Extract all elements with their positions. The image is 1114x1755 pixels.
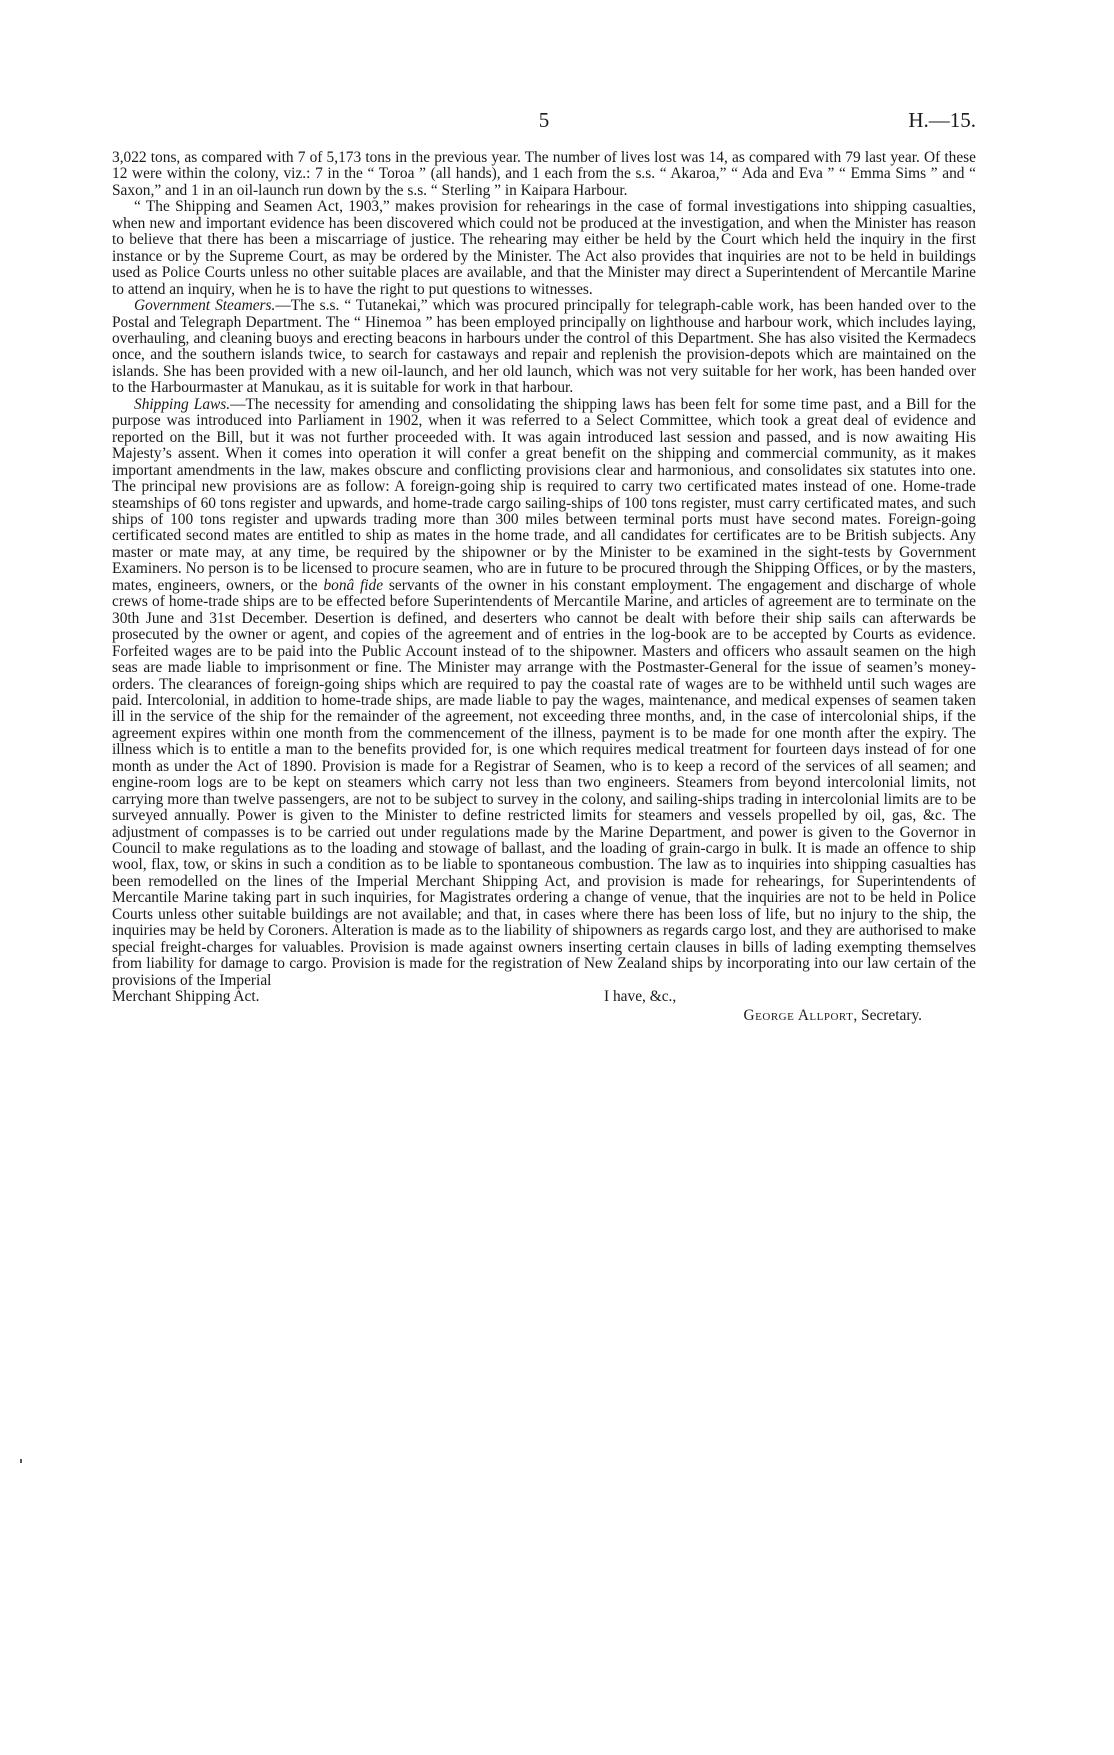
shipping-laws-text-b: servants of the owner in his constant employment. The engagement and discharge of whole crews of home-trade ships are to be effected before Superintendents of Mercantile Marine, and articles of agreement are to terminate on the 30th June and 31st December. Desertion is defined, and deserters who cannot be dealt with before their ship sails can afterwards be prosecuted by the owner or agent, and copies of the agreement and of entries in the log-book are to be accepted by Courts as evidence. Forfeited wages are to be paid into the Public Account instead of to the shipowner. Masters and officers who assault seamen on the high seas are made liable to imprisonment or fine. The Minister may arrange with the Postmaster-General for the issue of seamen’s money-orders. The clearances of foreign-going ships which are required to pay the coastal rate of wages are to be withheld until such wages are paid. Intercolonial, in addition to home-trade ships, are made liable to pay the wages, maintenance, and medical expenses of seamen taken ill in the service of the ship for the remainder of the agreement, not exceeding three months, and, in the case of intercolonial ships, if the agreement expires within one month from the commencement of the illness, payment is to be made for one month after the expiry. The illness which is to entitle a man to the benefits provided for, is one which requires medical treatment for fourteen days instead of for one month as under the Act of 1890. Provision is made for a Registrar of Seamen, who is to keep a record of the services of all seamen; and engine-room logs are to be kept on steamers which carry not less than two engineers. Steamers from beyond intercolonial limits, not carrying more than twelve passengers, are not to be subject to survey in the colony, and sailing-ships trading in intercolonial limits are to be surveyed annually. Power is given to the Minister to define restricted limits for steamers and vessels propelled by oil, gas, &c. The adjustment of compasses is to be carried out under regulations made by the Marine Department, and power is given to the Governor in Council to make regulations as to the loading and stowage of ballast, and the loading of grain-cargo in bulk. It is made an offence to ship wool, flax, tow, or skins in such a condition as to be liable to spontaneous combustion. The law as to inquiries into shipping casualties has been remodelled on the lines of the Imperial Merchant Shipping Act, and provision is made for rehearings, for Superintendents of Mercantile Marine taking part in such inquiries, for Magistrates ordering a change of venue, that the inquiries are not to be held in Police Courts unless other suitable buildings are not available; and that, in cases where there has been loss of life, but no injury to the ship, the inquiries may be held by Coroners. Alteration is made as to the liability of shipowners as regards cargo lost, and they are authorised to make special freight-charges for valuables. Provision is made against owners inserting certain clauses in bills of lading exempting themselves from liability for damage to cargo. Provision is made for the registration of New Zealand ships by incorporating into our law certain of the provisions of the Imperial — [112, 576, 976, 989]
document-reference: H.—15. — [908, 108, 976, 132]
signature — [744, 1008, 922, 1024]
signature-block — [112, 1008, 976, 1026]
closing-row — [112, 989, 976, 1005]
signatory-name: George Allport — [743, 1006, 854, 1024]
signatory-title: , Secretary. — [853, 1006, 922, 1024]
scan-speck — [20, 1459, 22, 1463]
paragraph-shipping-laws — [112, 397, 976, 989]
page-header — [112, 108, 976, 138]
paragraph-shipping-casualties: 3,022 tons, as compared with 7 of 5,173 tons in the previous year. The number of lives lost was 14, as compared with 79 last year. Of these 12 were within the colony, viz.: 7 in the “ Toroa ” (all hands), and 1 each from the s.s. “ Akaroa,” “ Ada and Eva ” “ Emma Sims ” and “ Saxon,” and 1 in an oil-launch run down by the s.s. “ Sterling ” in Kaipara Harbour. — [112, 149, 976, 199]
salutation: I have, &c., — [604, 988, 677, 1006]
paragraph-shipping-seamen-act: “ The Shipping and Seamen Act, 1903,” makes provision for rehearings in the case of formal investigations into shipping casualties, when new and important evidence has been discovered which could not be produced at the investigation, and when the Minister has reason to believe that there has been a miscarriage of justice. The rehearing may either be held by the Court which held the inquiry in the first instance or by the Supreme Court, as may be ordered by the Minister. The Act also provides that inquiries are not to be held in buildings used as Police Courts unless no other suitable places are available, and that the Minister may direct a Superintendent of Mercantile Marine to attend an inquiry, when he is to have the right to put questions to witnesses. — [112, 198, 976, 298]
body-text — [112, 150, 976, 1026]
heading-government-steamers: Government Steamers. — [134, 297, 276, 315]
heading-shipping-laws: Shipping Laws. — [134, 395, 231, 413]
bona-fide-text: bonâ fide — [323, 576, 384, 594]
shipping-laws-text-a: —The necessity for amending and consolidating the shipping laws has been felt for some time past, and a Bill for the purpose was introduced into Parliament in 1902, when it was referred to a Select Committee, which took a great deal of evidence and reported on the Bill, but it was not further proceeded with. It was again introduced last session and passed, and is now awaiting His Majesty’s assent. When it comes into operation it will confer a great benefit on the shipping and commercial community, as it makes important amendments in the law, makes obscure and conflicting provisions clear and harmonious, and consolidates six statutes into one. The principal new provisions are as follow: A foreign-going ship is required to carry two certificated mates instead of one. Home-trade steamships of 60 tons register and upwards, and home-trade cargo sailing-ships of 100 tons register, must carry certificated mates, and such ships of 100 tons register and upwards trading more than 300 miles between terminal ports must have second mates. Foreign-going certificated second mates are entitled to ship as mates in the home trade, and all candidates for certificates are to be British subjects. Any master or mate may, at any time, be required by the shipowner or by the Minister to be examined in the sight-tests by Government Examiners. No person is to be licensed to procure seamen, who are in future to be procured through the Shipping Offices, or by the masters, mates, engineers, owners, or the — [112, 395, 977, 594]
government-steamers-text: —The s.s. “ Tutanekai,” which was procured principally for telegraph-cable work, has been handed over to the Postal and Telegraph Department. The “ Hinemoa ” has been employed principally on lighthouse and harbour work, which includes laying, overhauling, and cleaning buoys and erecting beacons in harbours under the control of this Department. She has also visited the Kermadecs once, and the southern islands twice, to search for castaways and repair and replenish the provision-depots which are maintained on the islands. She has been provided with a new oil-launch, and her old launch, which was not very suitable for her work, has been handed over to the Harbourmaster at Manukau, as it is suitable for work in that harbour. — [112, 297, 976, 397]
closing-last-line: Merchant Shipping Act. — [112, 988, 260, 1006]
page-number: 5 — [538, 108, 550, 132]
paragraph-government-steamers — [112, 298, 976, 397]
